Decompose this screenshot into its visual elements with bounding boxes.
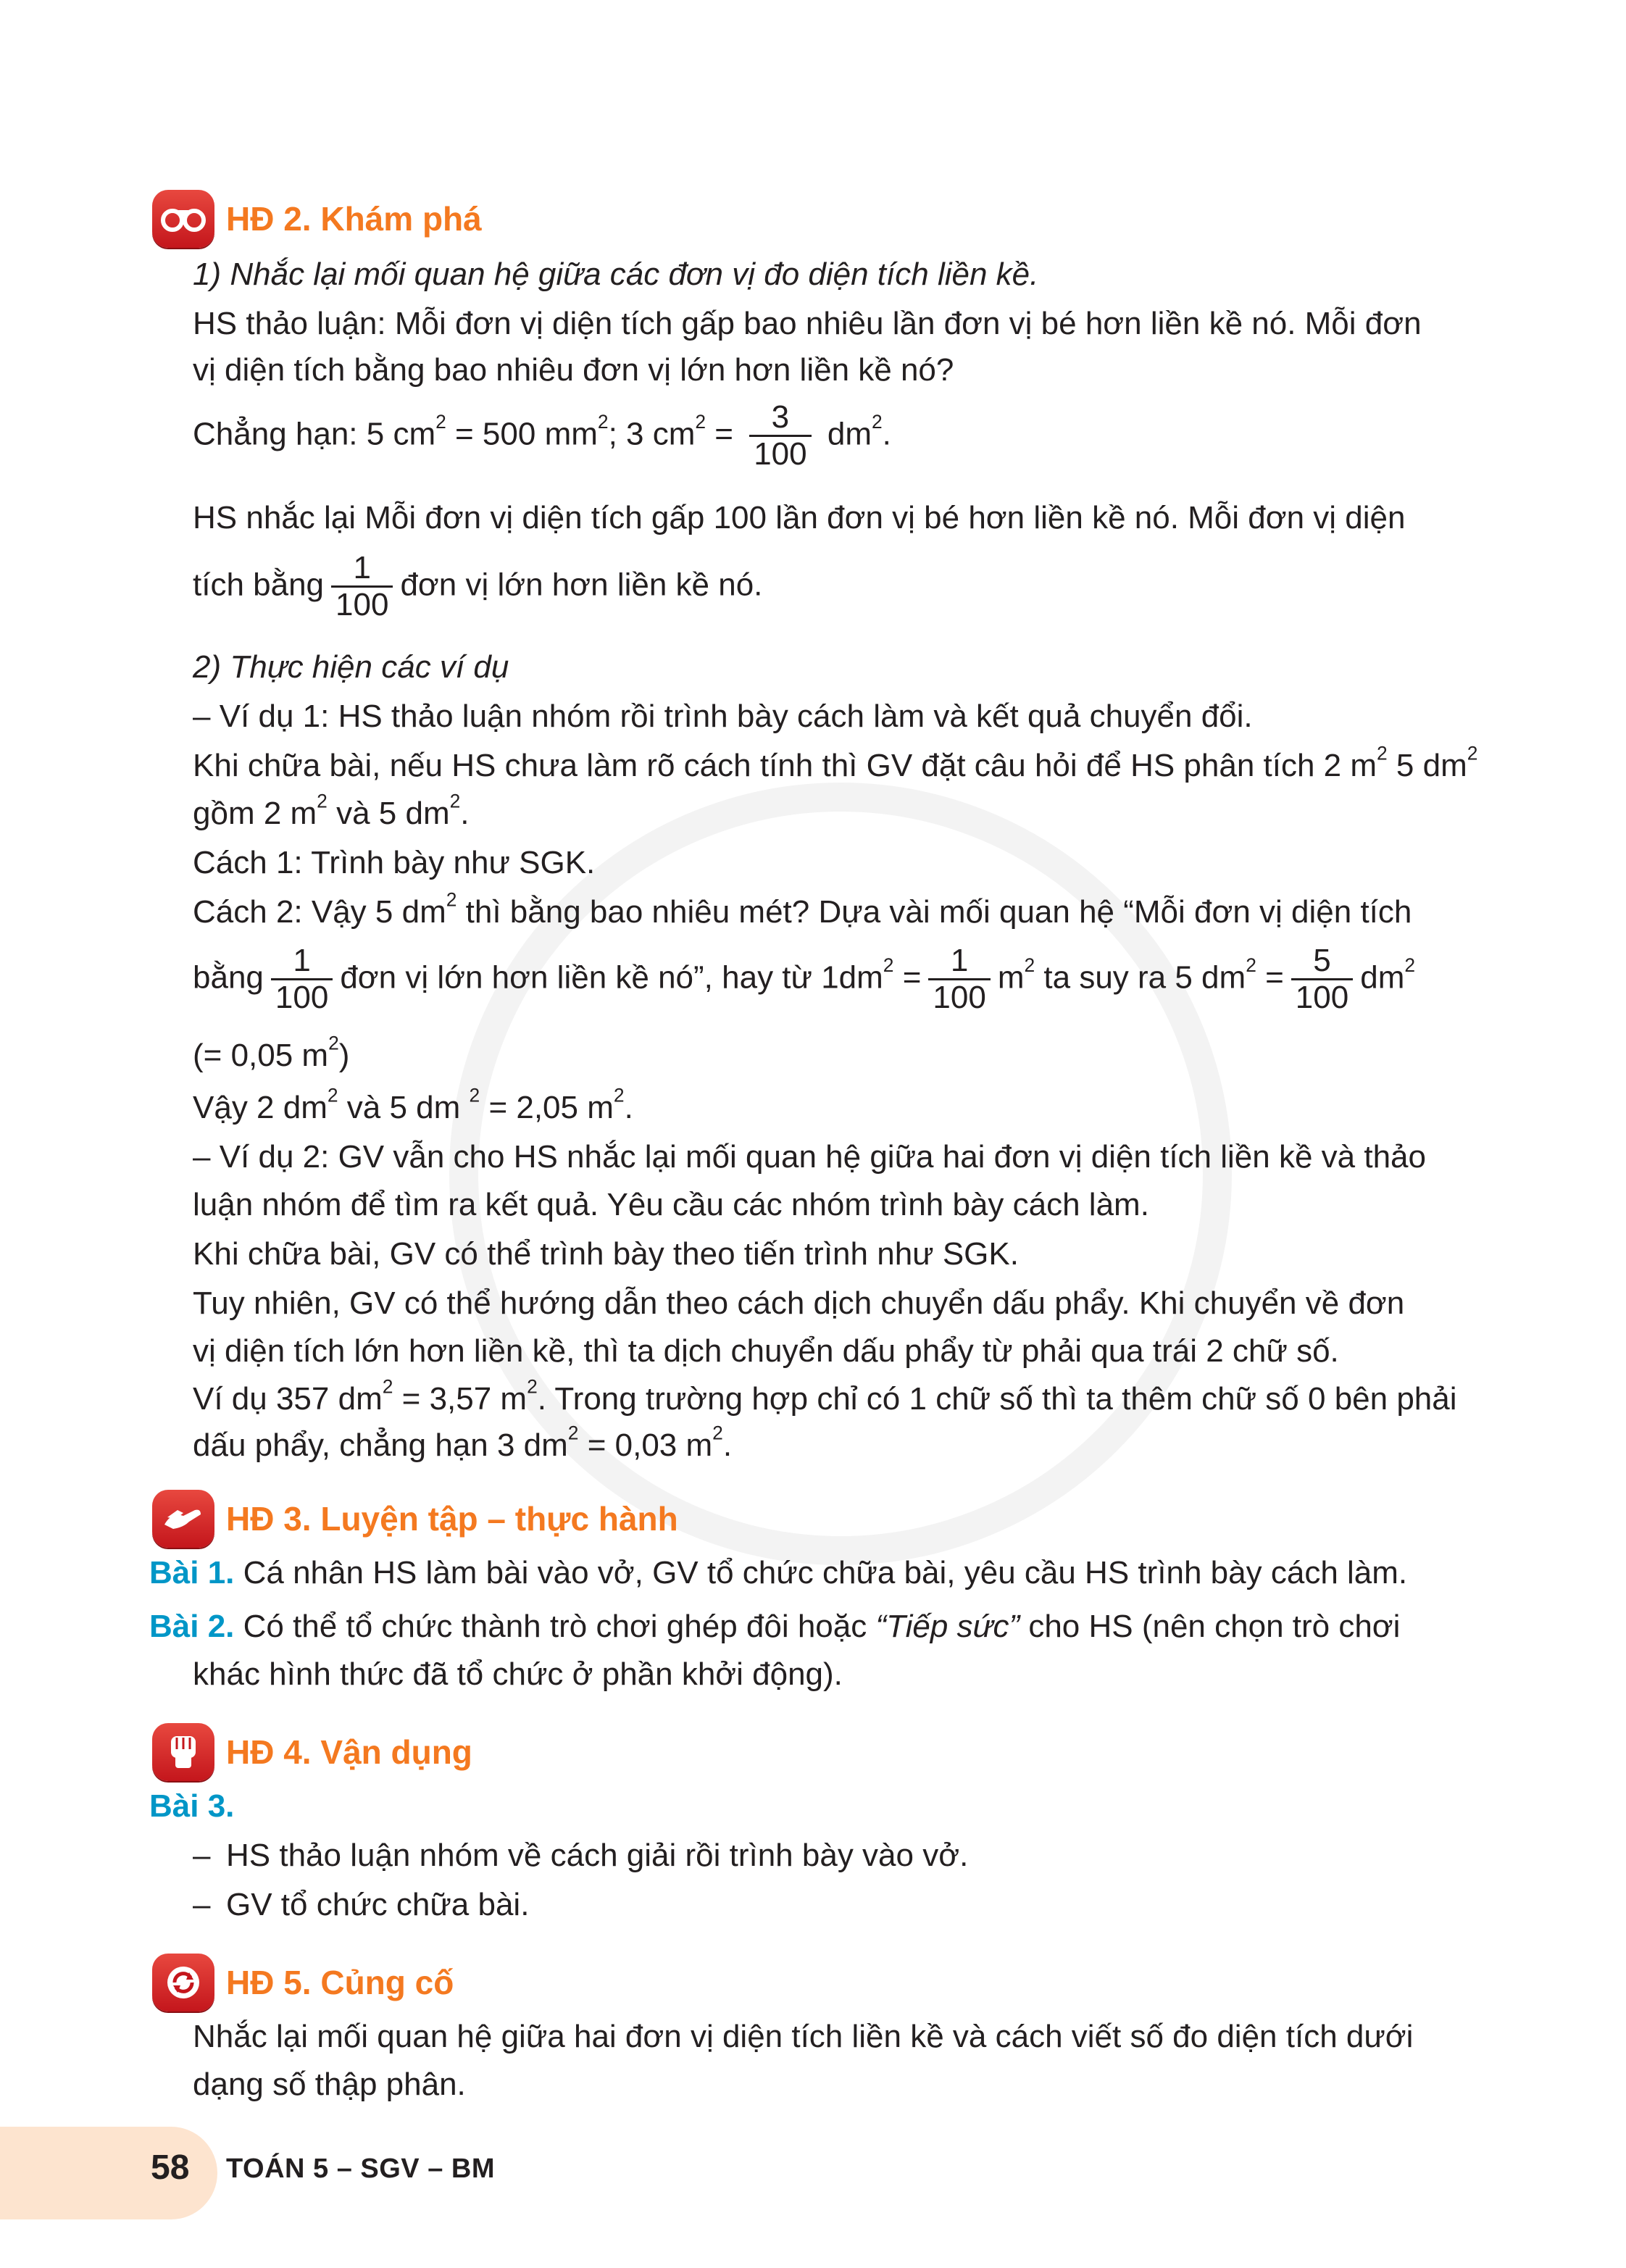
hd2-fix-line1: Khi chữa bài, nếu HS chưa làm rõ cách tính thì GV đặt câu hỏi để HS phân tích 2 $m^2$ 5 $dm^2$	[193, 742, 1478, 783]
binoculars-icon	[152, 190, 214, 248]
fraction: $\frac{3}{100}$	[749, 400, 811, 472]
hd2-cach1: Cách 1: Trình bày như SGK.	[193, 845, 596, 880]
hd2-discuss-line2: vị diện tích bằng bao nhiêu đơn vị lớn hơn liền kề nó?	[193, 352, 954, 388]
hd2-item2-heading: 2) Thực hiện các ví dụ	[193, 649, 509, 685]
hd5-title: HĐ 5. Củng cố	[226, 1964, 454, 2001]
hd4-heading	[152, 1723, 472, 1781]
hd4-list-item-2: – GV tổ chức chữa bài.	[193, 1887, 530, 1922]
hd2-recall-line1: HS nhắc lại Mỗi đơn vị diện tích gấp 100 lần đơn vị bé hơn liền kề nó. Mỗi đơn vị diện	[193, 500, 1406, 535]
hd5-heading	[152, 1954, 454, 2011]
hd2-example-line: Chẳng hạn: 5 $cm^2 = 500$ $mm^2$; 3 $cm^2$ = $\frac{3}{100}$ $dm^2$.	[193, 399, 891, 472]
footer-book-title: TOÁN 5 – SGV – BM	[226, 2154, 496, 2184]
hd2-cach2-line1: Cách 2: Vậy 5 $dm^2$ thì bằng bao nhiêu mét? Dựa vài mối quan hệ “Mỗi đơn vị diện tích	[193, 888, 1412, 930]
bai3-label: Bài 3.	[149, 1788, 235, 1824]
hd5-line1: Nhắc lại mối quan hệ giữa hai đơn vị diện tích liền kề và cách viết số đo diện tích dưới	[193, 2019, 1414, 2054]
hd3-heading	[152, 1490, 678, 1548]
fist-icon	[152, 1723, 214, 1781]
hd2-vay-line: Vậy 2 $dm^2$ và 5 dm $^2$ = 2,05 $m^2$.	[193, 1084, 633, 1125]
hd4-title: HĐ 4. Vận dụng	[226, 1733, 472, 1771]
hd2-discuss-line1: HS thảo luận: Mỗi đơn vị diện tích gấp bao nhiêu lần đơn vị bé hơn liền kề nó. Mỗi đơn	[193, 306, 1422, 341]
bai1-label: Bài 1.	[149, 1555, 235, 1590]
fraction: $\frac{5}{100}$	[1291, 943, 1353, 1016]
bai2-label: Bài 2.	[149, 1609, 235, 1644]
page-number: 58	[151, 2148, 190, 2187]
hd2-title: HĐ 2. Khám phá	[226, 200, 482, 238]
hd2-tuy-line4: dấu phẩy, chẳng hạn 3 $dm^2 = 0,03$ $m^2$.	[193, 1422, 733, 1463]
hd3-bai2-line1: Bài 2. Có thể tổ chức thành trò chơi ghép đôi hoặc “Tiếp sức” cho HS (nên chọn trò chơi	[149, 1609, 1401, 1644]
hd2-vd2-line2: luận nhóm để tìm ra kết quả. Yêu cầu các nhóm trình bày cách làm.	[193, 1187, 1149, 1222]
hd2-vd2-line3: Khi chữa bài, GV có thể trình bày theo tiến trình như SGK.	[193, 1236, 1019, 1272]
hd5-line2: dạng số thập phân.	[193, 2067, 466, 2102]
hd4-list-item-1: – HS thảo luận nhóm về cách giải rồi trình bày vào vở.	[193, 1838, 969, 1873]
hd2-tuy-line3: Ví dụ 357 $dm^2 = 3,57$ $m^2$. Trong trường hợp chỉ có 1 chữ số thì ta thêm chữ số 0 bên phải	[193, 1375, 1457, 1417]
fraction: $\frac{1}{100}$	[928, 943, 990, 1016]
hd2-fix-line2: gồm 2 $m^2$ và 5 $dm^2$.	[193, 790, 470, 831]
hd2-cach2-line3: (= 0,05 $m^2$)	[193, 1032, 350, 1073]
fraction: $\frac{1}{100}$	[331, 551, 393, 623]
hd3-title: HĐ 3. Luyện tập – thực hành	[226, 1500, 678, 1538]
hd2-tuy-line2: vị diện tích lớn hơn liền kề, thì ta dịch chuyển dấu phẩy từ phải qua trái 2 chữ số.	[193, 1333, 1339, 1369]
hd3-bai2-line2: khác hình thức đã tổ chức ở phần khởi động).	[193, 1656, 843, 1692]
hd2-cach2-line2: bằng $\frac{1}{100}$ đơn vị lớn hơn liền kề nó”, hay từ $1dm^2$ = $\frac{1}{100}$ $m^2$ ta suy ra 5 $dm^2$ = $\frac{5}{100}$ $dm^2$	[193, 943, 1416, 1016]
hd2-heading	[152, 190, 482, 248]
hd2-vd2-line1: – Ví dụ 2: GV vẫn cho HS nhắc lại mối quan hệ giữa hai đơn vị diện tích liền kề và thảo	[193, 1139, 1426, 1175]
refresh-icon	[152, 1954, 214, 2011]
hd2-tuy-line1: Tuy nhiên, GV có thể hướng dẫn theo cách dịch chuyển dấu phẩy. Khi chuyển về đơn	[193, 1285, 1405, 1321]
hd2-vd1-line: – Ví dụ 1: HS thảo luận nhóm rồi trình bày cách làm và kết quả chuyển đổi.	[193, 699, 1253, 734]
fraction: $\frac{1}{100}$	[271, 943, 333, 1016]
hd3-bai1: Bài 1. Cá nhân HS làm bài vào vở, GV tổ chức chữa bài, yêu cầu HS trình bày cách làm.	[149, 1555, 1408, 1590]
hd2-item1-heading: 1) Nhắc lại mối quan hệ giữa các đơn vị đo diện tích liền kề.	[193, 257, 1039, 292]
hd2-recall-line2: tích bằng $\frac{1}{100}$ đơn vị lớn hơn liền kề nó.	[193, 550, 763, 623]
hands-icon	[152, 1490, 214, 1548]
